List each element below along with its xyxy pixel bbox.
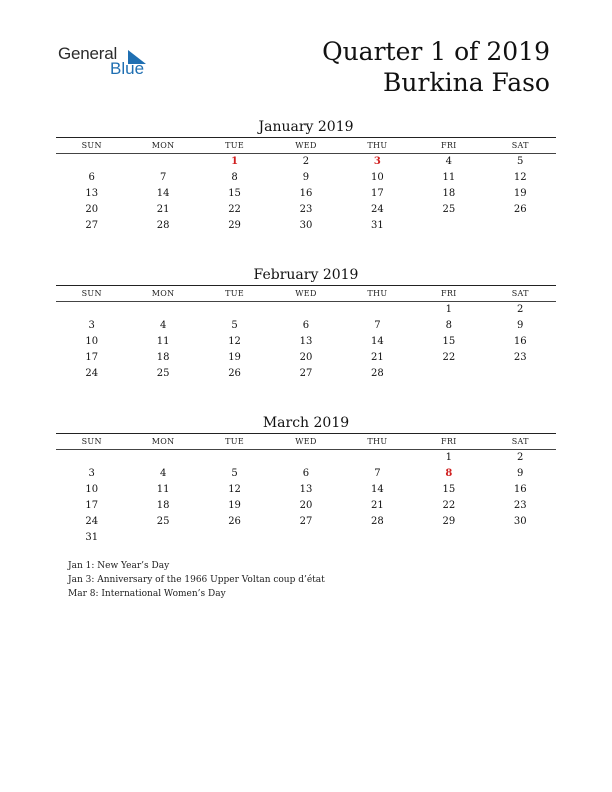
- day-cell: 3: [88, 320, 95, 331]
- day-cell: 2: [517, 452, 524, 463]
- week-row: [56, 202, 556, 218]
- month-title: February 2019: [253, 267, 359, 283]
- empty-day-cell: [199, 302, 270, 318]
- weekday-header: THU: [367, 289, 388, 298]
- week-row: [56, 334, 556, 350]
- day-cell: 20: [85, 204, 99, 215]
- month-title: March 2019: [262, 415, 350, 431]
- title-quarter: Quarter 1 of 2019: [322, 37, 550, 66]
- day-cell: 18: [156, 352, 170, 363]
- week-row: [56, 466, 556, 482]
- week-row: [56, 154, 556, 170]
- day-cell: 11: [442, 172, 456, 183]
- weekday-header: FRI: [441, 141, 457, 150]
- week-row: [56, 366, 556, 382]
- day-cell: 11: [156, 336, 170, 347]
- weekday-header: THU: [367, 437, 388, 446]
- weekday-header-row: [56, 286, 556, 302]
- empty-day-cell: [413, 530, 484, 546]
- weekday-header-row: [56, 434, 556, 450]
- day-cell: 7: [374, 468, 381, 479]
- holiday-day-cell: 8: [445, 468, 453, 479]
- day-cell: 25: [442, 204, 456, 215]
- day-cell: 15: [228, 188, 241, 199]
- day-cell: 24: [85, 368, 99, 379]
- day-cell: 23: [513, 352, 527, 363]
- empty-day-cell: [413, 366, 484, 382]
- day-cell: 27: [299, 516, 313, 527]
- empty-day-cell: [270, 530, 341, 546]
- month-title: January 2019: [258, 119, 354, 135]
- day-cell: 28: [156, 220, 170, 231]
- day-cell: 6: [302, 320, 310, 331]
- generalblue-logo: [58, 44, 168, 84]
- day-cell: 10: [371, 172, 384, 183]
- day-cell: 7: [374, 320, 381, 331]
- day-cell: 13: [85, 188, 99, 199]
- day-cell: 18: [156, 500, 170, 511]
- day-cell: 20: [299, 352, 313, 363]
- day-cell: 27: [85, 220, 99, 231]
- day-cell: 21: [371, 500, 384, 511]
- day-cell: 28: [371, 516, 384, 527]
- week-row: [56, 482, 556, 498]
- day-cell: 29: [442, 516, 456, 527]
- holiday-entry: Jan 1: New Year’s Day: [68, 561, 170, 571]
- weekday-header: TUE: [225, 289, 244, 298]
- weekday-header: MON: [151, 141, 175, 150]
- day-cell: 30: [299, 220, 313, 231]
- day-cell: 20: [299, 500, 313, 511]
- empty-day-cell: [127, 530, 198, 546]
- week-row: [56, 186, 556, 202]
- day-cell: 10: [85, 336, 99, 347]
- empty-day-cell: [485, 366, 556, 382]
- day-cell: 16: [513, 484, 527, 495]
- day-cell: 12: [228, 484, 241, 495]
- day-cell: 29: [228, 220, 241, 231]
- weekday-header: WED: [295, 437, 317, 446]
- weekday-header-row: [56, 138, 556, 154]
- week-row: [56, 530, 556, 546]
- holiday-list: [68, 559, 325, 601]
- holiday-entry: Mar 8: International Women’s Day: [68, 589, 226, 599]
- day-cell: 1: [445, 452, 452, 463]
- day-cell: 14: [156, 188, 170, 199]
- day-cell: 31: [371, 220, 384, 231]
- day-cell: 25: [156, 368, 170, 379]
- day-cell: 6: [88, 172, 95, 183]
- month-february: [56, 265, 556, 382]
- day-cell: 6: [302, 468, 310, 479]
- day-cell: 23: [299, 204, 313, 215]
- weekday-header: SAT: [511, 289, 529, 298]
- week-row: [56, 514, 556, 530]
- weekday-header: FRI: [441, 437, 457, 446]
- day-cell: 5: [231, 320, 238, 331]
- day-cell: 14: [371, 336, 384, 347]
- title-country: Burkina Faso: [383, 68, 550, 97]
- day-cell: 12: [228, 336, 241, 347]
- day-cell: 24: [371, 204, 384, 215]
- day-cell: 22: [442, 500, 456, 511]
- day-cell: 27: [299, 368, 313, 379]
- day-cell: 4: [159, 320, 167, 331]
- week-row: [56, 218, 556, 234]
- weekday-header: WED: [295, 141, 317, 150]
- weekday-header: SUN: [81, 289, 102, 298]
- day-cell: 19: [513, 188, 527, 199]
- day-cell: 30: [513, 516, 527, 527]
- empty-day-cell: [270, 450, 341, 466]
- week-row: [56, 450, 556, 466]
- day-cell: 26: [228, 368, 241, 379]
- day-cell: 15: [442, 484, 456, 495]
- day-cell: 9: [302, 172, 310, 183]
- weekday-header: SAT: [511, 141, 529, 150]
- day-cell: 4: [445, 156, 452, 167]
- day-cell: 8: [445, 320, 452, 331]
- day-cell: 25: [156, 516, 170, 527]
- day-cell: 21: [156, 204, 170, 215]
- empty-day-cell: [56, 154, 127, 170]
- weekday-header: MON: [151, 437, 175, 446]
- empty-day-cell: [56, 450, 127, 466]
- day-cell: 19: [228, 352, 241, 363]
- day-cell: 17: [371, 188, 384, 199]
- weekday-header: MON: [151, 289, 175, 298]
- day-cell: 23: [513, 500, 527, 511]
- day-cell: 3: [88, 468, 95, 479]
- day-cell: 7: [159, 172, 167, 183]
- month-january: [56, 117, 556, 234]
- empty-day-cell: [485, 218, 556, 234]
- week-row: [56, 170, 556, 186]
- weekday-header: FRI: [441, 289, 457, 298]
- day-cell: 5: [231, 468, 238, 479]
- day-cell: 15: [442, 336, 456, 347]
- empty-day-cell: [342, 450, 413, 466]
- day-cell: 26: [228, 516, 241, 527]
- empty-day-cell: [413, 218, 484, 234]
- empty-day-cell: [127, 302, 198, 318]
- week-row: [56, 350, 556, 366]
- empty-day-cell: [127, 154, 198, 170]
- week-row: [56, 498, 556, 514]
- day-cell: 22: [442, 352, 456, 363]
- day-cell: 5: [517, 156, 524, 167]
- week-row: [56, 318, 556, 334]
- day-cell: 24: [85, 516, 99, 527]
- holiday-day-cell: 1: [231, 156, 239, 167]
- day-cell: 11: [156, 484, 170, 495]
- day-cell: 9: [517, 468, 524, 479]
- weekday-header: WED: [295, 289, 317, 298]
- month-march: [56, 413, 556, 546]
- empty-day-cell: [270, 302, 341, 318]
- day-cell: 2: [302, 156, 310, 167]
- weekday-header: THU: [367, 141, 388, 150]
- holiday-day-cell: 3: [373, 156, 381, 167]
- day-cell: 2: [517, 304, 524, 315]
- day-cell: 17: [85, 352, 99, 363]
- day-cell: 12: [513, 172, 527, 183]
- empty-day-cell: [342, 302, 413, 318]
- weekday-header: TUE: [225, 437, 244, 446]
- empty-day-cell: [56, 302, 127, 318]
- empty-day-cell: [485, 530, 556, 546]
- page-title: [322, 36, 550, 98]
- weekday-header: SUN: [81, 437, 102, 446]
- empty-day-cell: [342, 530, 413, 546]
- day-cell: 10: [85, 484, 99, 495]
- day-cell: 13: [299, 336, 313, 347]
- day-cell: 8: [231, 172, 238, 183]
- weekday-header: SAT: [511, 437, 529, 446]
- day-cell: 16: [299, 188, 313, 199]
- day-cell: 22: [228, 204, 241, 215]
- day-cell: 19: [228, 500, 241, 511]
- logo-text-general: General: [58, 44, 118, 63]
- day-cell: 28: [371, 368, 384, 379]
- day-cell: 9: [517, 320, 524, 331]
- day-cell: 13: [299, 484, 313, 495]
- week-row: [56, 302, 556, 318]
- day-cell: 18: [442, 188, 456, 199]
- logo-text-blue: Blue: [110, 59, 145, 78]
- day-cell: 26: [513, 204, 527, 215]
- holiday-entry: Jan 3: Anniversary of the 1966 Upper Voltan coup d’état: [68, 575, 325, 585]
- empty-day-cell: [199, 530, 270, 546]
- day-cell: 17: [85, 500, 99, 511]
- day-cell: 21: [371, 352, 384, 363]
- day-cell: 31: [85, 532, 99, 543]
- day-cell: 4: [159, 468, 167, 479]
- day-cell: 16: [513, 336, 527, 347]
- weekday-header: TUE: [225, 141, 244, 150]
- weekday-header: SUN: [81, 141, 102, 150]
- day-cell: 14: [371, 484, 384, 495]
- empty-day-cell: [127, 450, 198, 466]
- day-cell: 1: [445, 304, 452, 315]
- empty-day-cell: [199, 450, 270, 466]
